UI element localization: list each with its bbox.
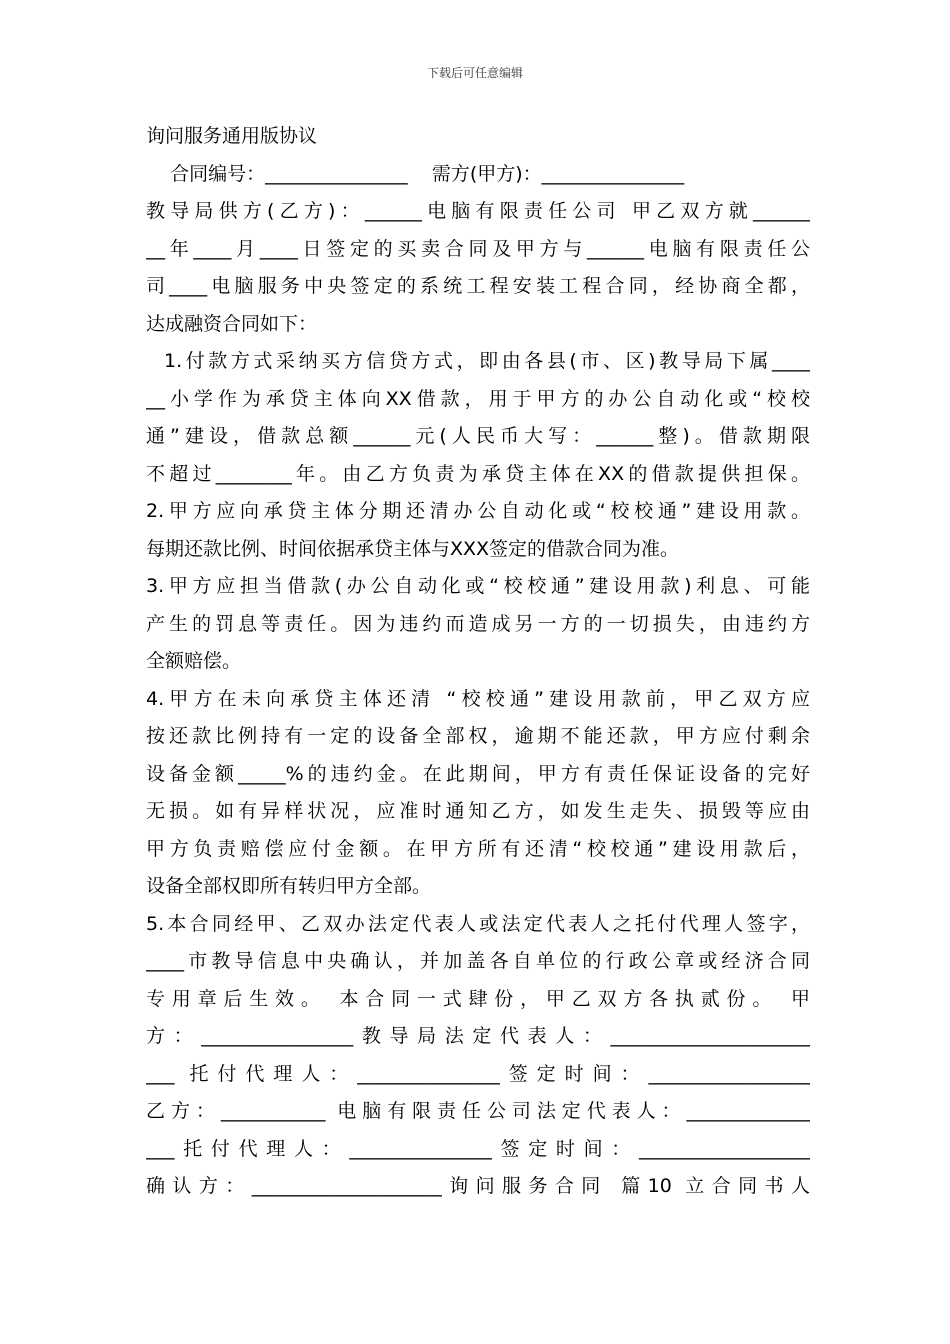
body-line: 按还款比例持有一定的设备全部权，逾期不能还款，甲方应付剩余 xyxy=(146,725,810,747)
signature-line: ___ 托付代理人：_______________签定时间：_________________ xyxy=(146,1062,810,1085)
body-line: 设备全部权即所有转归甲方全部。 xyxy=(146,875,432,897)
body-line: 甲方负责赔偿应付金额。在甲方所有还清“校校通”建设用款后， xyxy=(146,837,810,860)
document-title: 询问服务通用版协议 xyxy=(146,125,318,147)
signature-line: 方：________________教导局法定代表人：_____________________ xyxy=(146,1025,810,1047)
body-line: ____市教导信息中央确认，并加盖各自单位的行政公章或经济合同 xyxy=(146,950,810,972)
body-line: 无损。如有异样状况，应准时通知乙方，如发生走失、损毁等应由 xyxy=(146,800,810,822)
signature-line: 乙方：___________ 电脑有限责任公司法定代表人：_____________ xyxy=(146,1100,810,1122)
body-line: 司____电脑服务中央签定的系统工程安装工程合同，经协商全都， xyxy=(146,275,810,297)
clause-1: 1.付款方式采纳买方信贷方式，即由各县(市、区)教导局下属____ xyxy=(164,350,810,372)
body-line: 达成融资合同如下： xyxy=(146,312,318,335)
clause-2: 2.甲方应向承贷主体分期还清办公自动化或“校校通”建设用款。 xyxy=(146,500,810,522)
clause-5: 5.本合同经甲、乙双办法定代表人或法定代表人之托付代理人签字， xyxy=(146,912,810,935)
signature-line: ___托付代理人：_______________签定时间：__________________ xyxy=(146,1137,810,1160)
clause-3: 3.甲方应担当借款(办公自动化或“校校通”建设用款)利息、可能 xyxy=(146,575,810,597)
contract-number-line: 合同编号：_______________ 需方(甲方)：_______________ xyxy=(146,162,685,185)
body-line: 产生的罚息等责任。因为违约而造成另一方的一切损失，由违约方 xyxy=(146,612,810,635)
body-line: 教导局供方(乙方)：______电脑有限责任公司 甲乙双方就______ xyxy=(146,200,810,222)
body-line: 通”建设，借款总额______元(人民币大写：______整)。借款期限 xyxy=(146,425,810,447)
document-body xyxy=(146,118,810,1206)
body-line: 全额赔偿。 xyxy=(146,650,242,672)
body-line: __小学作为承贷主体向XX借款，用于甲方的办公自动化或“校校 xyxy=(146,387,810,410)
clause-4: 4.甲方在未向承贷主体还清 “校校通”建设用款前，甲乙双方应 xyxy=(146,687,810,710)
signature-line: 确认方：____________________询问服务合同 篇10 立合同书人 xyxy=(146,1175,810,1197)
body-line: __年____月____日签定的买卖合同及甲方与______电脑有限责任公 xyxy=(146,237,810,260)
body-line: 专用章后生效。 本合同一式肆份，甲乙双方各执贰份。 甲 xyxy=(146,987,810,1010)
body-line: 设备金额_____%的违约金。在此期间，甲方有责任保证设备的完好 xyxy=(146,762,810,785)
page-header: 下载后可任意编辑 xyxy=(426,66,523,80)
body-line: 不超过________年。由乙方负责为承贷主体在XX的借款提供担保。 xyxy=(146,462,810,485)
body-line: 每期还款比例、时间依据承贷主体与XXX签定的借款合同为准。 xyxy=(146,537,680,560)
